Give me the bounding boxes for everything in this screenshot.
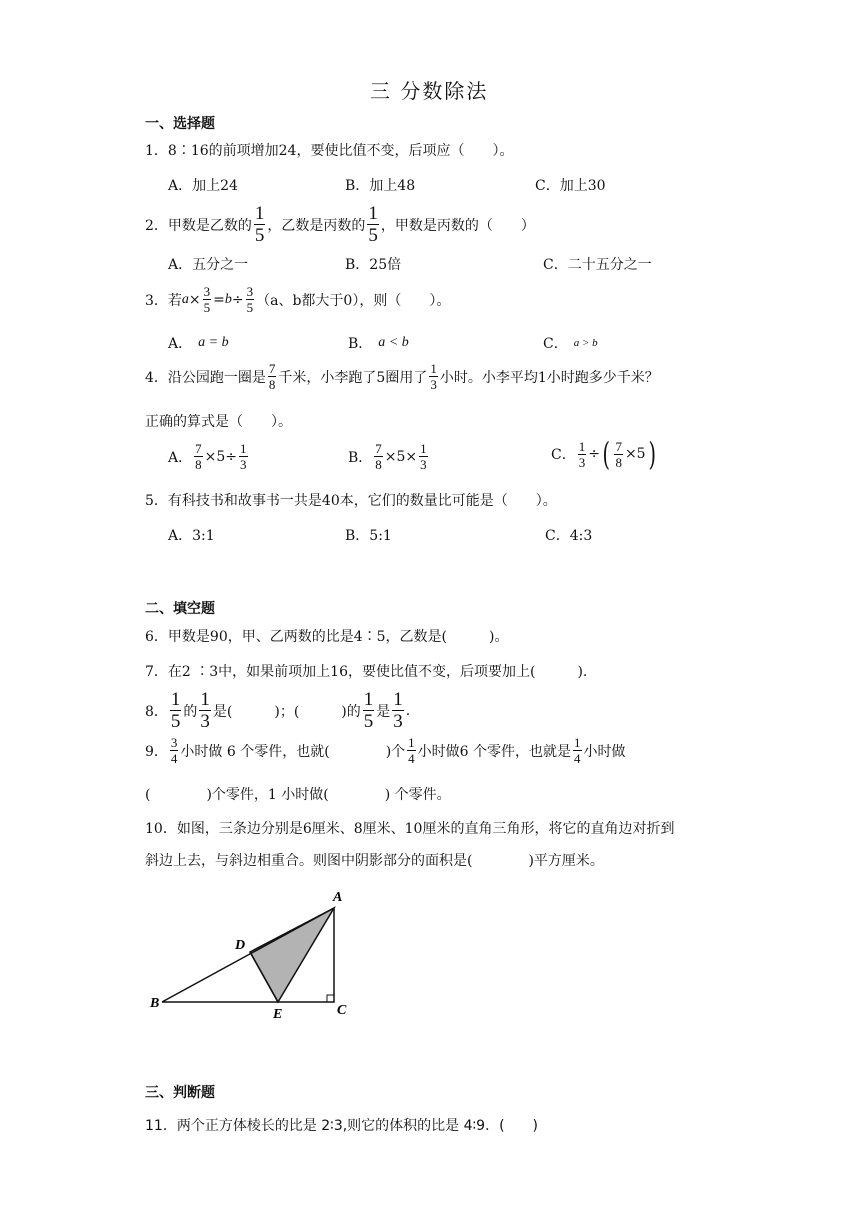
shaded-triangle-region bbox=[250, 908, 334, 1002]
triangle-outline bbox=[162, 908, 334, 1002]
section-heading-judge: 三、判断题 bbox=[145, 1085, 215, 1101]
question-9-line2: ( )个零件，1 小时做( ) 个零件。 bbox=[145, 787, 451, 803]
question-number: 4． bbox=[145, 369, 168, 386]
operator: ÷ bbox=[231, 291, 244, 308]
fraction: $\frac{3}{5}$ bbox=[246, 284, 254, 315]
fraction: $\frac{1}{5}$ bbox=[363, 689, 374, 732]
question-number: 7． bbox=[145, 664, 168, 680]
question-text: 如图，三条边分别是6厘米、8厘米、10厘米的直角三角形，将它的直角边对折到 bbox=[176, 821, 675, 837]
question-10-line2: 斜边上去，与斜边相重合。则图中阴影部分的面积是( )平方厘米。 bbox=[145, 853, 604, 869]
question-1 bbox=[145, 140, 513, 160]
fraction: $\frac{7}{8}$ bbox=[268, 361, 276, 392]
question-number: 11． bbox=[145, 1118, 177, 1134]
question-text: 8∶16的前项增加24，要使比值不变，后项应（ ）。 bbox=[167, 143, 514, 159]
question-11 bbox=[145, 1115, 538, 1135]
question-text: 两个正方体棱长的比是 2∶3,则它的体积的比是 4∶9．( ) bbox=[176, 1118, 539, 1134]
fraction: $\frac{3}{4}$ bbox=[170, 735, 178, 766]
question-text: 小时做6 个零件，也就是 bbox=[417, 743, 572, 760]
question-6 bbox=[145, 626, 508, 646]
question-number: 8． bbox=[145, 703, 168, 720]
operator: × bbox=[188, 291, 201, 308]
question-2 bbox=[145, 204, 535, 245]
q3-option-c[interactable]: C． a > b bbox=[543, 336, 598, 352]
fraction: $\frac{1}{5}$ bbox=[368, 203, 378, 246]
question-text: 是 bbox=[376, 703, 391, 720]
q1-option-b[interactable]: B．加上48 bbox=[345, 178, 416, 194]
label-c: C bbox=[337, 1003, 347, 1018]
q5-option-a[interactable]: A．3:1 bbox=[168, 528, 215, 544]
question-text: 小时做 bbox=[583, 743, 626, 760]
fraction: $\frac{1}{4}$ bbox=[408, 735, 415, 766]
variable: a bbox=[181, 291, 189, 307]
q2-option-b[interactable]: B．25倍 bbox=[345, 257, 402, 273]
fraction: $\frac{1}{3}$ bbox=[430, 361, 437, 392]
question-text: ，甲数是丙数的（ ） bbox=[380, 217, 535, 234]
q3-option-a[interactable]: A． a = b bbox=[168, 335, 229, 352]
label-a: A bbox=[333, 890, 343, 905]
q3-option-b[interactable]: B． a < b bbox=[348, 335, 409, 352]
question-text: 小时做 6 个零件，也就( )个 bbox=[180, 743, 406, 760]
label-b: B bbox=[150, 996, 160, 1011]
question-8 bbox=[145, 690, 410, 731]
question-text: 的 bbox=[183, 703, 198, 720]
q1-option-c[interactable]: C．加上30 bbox=[535, 178, 606, 194]
q4-option-b[interactable]: B． $\frac{7}{8}$ ×5× $\frac{1}{3}$ bbox=[348, 441, 427, 472]
q4-option-a[interactable]: A． $\frac{7}{8}$ ×5÷ $\frac{1}{3}$ bbox=[168, 441, 247, 472]
question-number: 3． bbox=[145, 292, 168, 309]
q4-option-c[interactable]: C． $\frac{1}{3}$ ÷ ( $\frac{7}{8}$ ×5 ) bbox=[551, 435, 656, 473]
fraction: $\frac{1}{4}$ bbox=[574, 735, 581, 766]
left-parenthesis-icon: ( bbox=[602, 435, 610, 473]
question-text: 千米，小李跑了5圈用了 bbox=[278, 369, 428, 386]
fraction: $\frac{1}{3}$ bbox=[200, 689, 210, 732]
fraction: $\frac{1}{5}$ bbox=[254, 203, 265, 246]
question-4 bbox=[145, 362, 659, 391]
question-number: 9． bbox=[145, 743, 168, 760]
section-heading-fill: 二、填空题 bbox=[145, 601, 215, 617]
q2-option-c[interactable]: C．二十五分之一 bbox=[543, 257, 652, 273]
question-text: 在2 ∶3中，如果前项加上16，要使比值不变，后项要加上( ). bbox=[167, 664, 588, 680]
q5-option-b[interactable]: B．5:1 bbox=[345, 528, 392, 544]
question-text: 甲数是乙数的 bbox=[167, 217, 252, 234]
question-number: 10． bbox=[145, 821, 177, 837]
question-10 bbox=[145, 818, 674, 838]
operator: = bbox=[213, 291, 225, 308]
q2-option-a[interactable]: A．五分之一 bbox=[168, 257, 249, 273]
right-parenthesis-icon: ) bbox=[648, 435, 656, 473]
question-text: 小时。小李平均1小时跑多少千米？ bbox=[439, 369, 659, 386]
right-triangle-diagram bbox=[145, 885, 365, 1025]
question-text: （a、b都大于0），则（ ）。 bbox=[256, 292, 451, 309]
label-e: E bbox=[273, 1007, 283, 1022]
question-5 bbox=[145, 490, 557, 510]
q5-option-c[interactable]: C．4:3 bbox=[545, 528, 593, 544]
fraction: $\frac{3}{5}$ bbox=[203, 284, 211, 315]
label-d: D bbox=[235, 938, 246, 953]
question-number: 1． bbox=[145, 143, 168, 159]
fraction: $\frac{1}{3}$ bbox=[393, 689, 403, 732]
fraction: $\frac{1}{5}$ bbox=[170, 689, 181, 732]
q1-option-a[interactable]: A．加上24 bbox=[168, 178, 238, 194]
right-angle-mark-icon bbox=[327, 995, 334, 1002]
question-text: 有科技书和故事书一共是40本，它们的数量比可能是（ ）。 bbox=[167, 493, 557, 509]
variable: b bbox=[224, 291, 232, 307]
question-text: 甲数是90，甲、乙两数的比是4∶5，乙数是( )。 bbox=[167, 629, 509, 645]
question-number: 6． bbox=[145, 629, 168, 645]
question-3 bbox=[145, 285, 450, 314]
question-text: ，乙数是丙数的 bbox=[267, 217, 366, 234]
question-text: 沿公园跑一圈是 bbox=[167, 369, 266, 386]
question-number: 2． bbox=[145, 217, 168, 234]
question-text: 若 bbox=[167, 292, 182, 309]
section-heading-choice: 一、选择题 bbox=[145, 116, 215, 132]
question-7 bbox=[145, 661, 587, 681]
question-4-line2: 正确的算式是（ ）。 bbox=[145, 414, 292, 430]
page-title: 三 分数除法 bbox=[370, 79, 489, 103]
question-number: 5． bbox=[145, 493, 168, 509]
question-text: . bbox=[405, 702, 411, 719]
question-9 bbox=[145, 736, 626, 765]
question-text: 是( )；( )的 bbox=[212, 703, 361, 720]
